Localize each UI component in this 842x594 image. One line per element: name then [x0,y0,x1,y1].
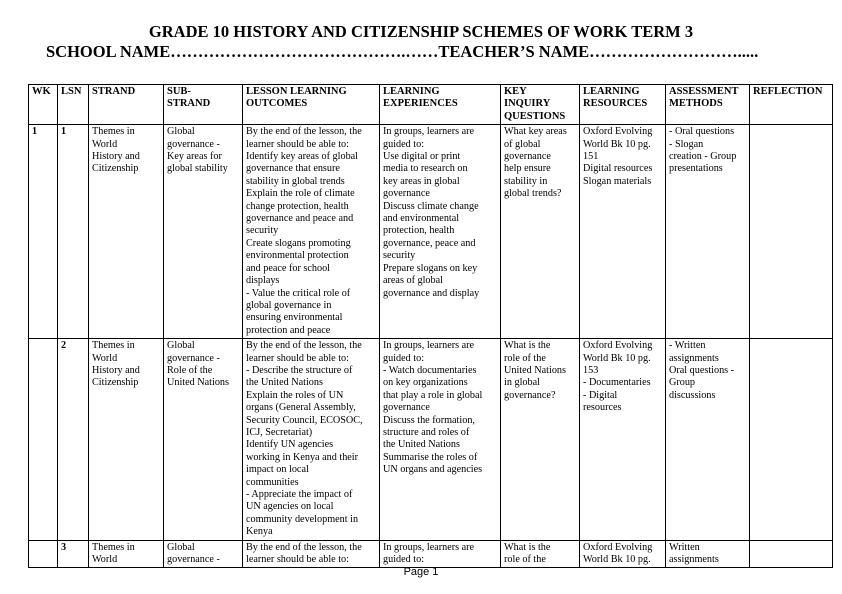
cell-text-line: By the end of the lesson, the [246,541,362,553]
resources-cell [580,125,666,339]
cell-text-line: What key areas [504,126,567,138]
cell-text-line: In groups, learners are [383,340,475,352]
header-outcomes [243,85,380,125]
cell-text-line: ensuring environmental [246,312,343,324]
cell-text-line: Prepare slogans on key [383,262,478,274]
week-cell [29,540,58,568]
cell-text-line: on key organizations [383,377,468,389]
school-name-label: SCHOOL NAME [46,42,171,61]
cell-text-line: World Bk 10 pg. [583,554,651,566]
cell-text-line: - Written [669,340,706,352]
cell-text-line: What is the [504,541,551,553]
cell-text-line: In groups, learners are [383,126,475,138]
assessment-cell [666,540,750,568]
reflection-cell [750,339,833,541]
cell-text-line: structure and roles of [383,426,470,438]
cell-text-line: community development in [246,513,359,525]
resources-cell [580,339,666,541]
cell-text-line: governance [504,151,551,163]
cell-text-line: displays [246,275,280,287]
cell-text-line: guided to: [383,554,425,566]
cell-text-line: guided to: [383,352,425,364]
cell-text-line: security [246,225,279,237]
cell-text-line: assignments [669,554,719,566]
cell-text-line: Oral questions - [669,364,735,376]
cell-text-line: governance and peace and [246,213,354,225]
cell-text-line: World [92,352,118,364]
header-experiences [380,85,501,125]
cell-text-line: United Nations [504,364,566,376]
outcomes-cell [243,540,380,568]
cell-text-line: and peace for school [246,262,331,274]
document-title: GRADE 10 HISTORY AND CITIZENSHIP SCHEMES OF WORK TERM 3 [148,22,694,41]
cell-text-line: media to research on [383,163,468,175]
cell-text-line: role of the [504,554,546,566]
teacher-name-label: TEACHER’S NAME [438,42,590,61]
header-resources [580,85,666,125]
cell-text-line: Key areas for [167,151,222,163]
cell-text-line: governance - [167,554,220,566]
cell-text-line: Oxford Evolving [583,340,653,352]
cell-text-line: governance - [167,352,220,364]
cell-text-line: help ensure [504,163,551,175]
table-row [29,339,833,541]
header-text: LEARNING [583,86,640,97]
week-cell: 1 [29,125,58,339]
cell-text-line: assignments [669,352,719,364]
header-text: REFLECTION [753,86,823,97]
cell-text-line: - Watch documentaries [383,364,477,376]
school-name-blank: …………………………………….…… [170,42,439,61]
teacher-name-blank: ………………………..... [589,42,759,61]
strand-cell [89,540,164,568]
cell-text-line: UN organs and agencies [383,464,483,476]
header-sub-strand [164,85,243,125]
cell-text-line: protection, health [383,225,455,237]
cell-text-line: Security Council, ECOSOC, [246,414,363,426]
cell-text-line: change protection, health [246,200,349,212]
header-text: INQUIRY [504,98,551,110]
cell-text-line: Summarise the roles of [383,451,478,463]
cell-text-line: ICJ, Secretariat) [246,426,313,438]
cell-text-line: governance? [504,389,556,401]
header-text: LSN [61,86,82,97]
cell-text-line: United Nations [167,377,229,389]
cell-text-line: World [92,554,118,566]
strand-cell [89,125,164,339]
cell-text-line: presentations [669,163,723,175]
cell-text-line: Written [669,541,700,553]
cell-text-line: governance, peace and [383,237,476,249]
sub-strand-cell [164,125,243,339]
week-cell [29,339,58,541]
header-text: KEY [504,86,527,97]
page-number: Page 1 [403,566,439,578]
cell-text-line: - Describe the structure of [246,364,353,376]
cell-text-line: UN agencies on local [246,501,334,513]
cell-text-line: - Value the critical role of [246,287,351,299]
cell-text-line: in global [504,377,540,389]
cell-text-line: areas of global [383,275,443,287]
header-text: EXPERIENCES [383,98,458,110]
cell-text-line: - Slogan [669,138,704,150]
lesson-cell: 3 [58,540,89,568]
cell-text-line: learner should be able to: [246,554,349,566]
cell-text-line: stability in [504,175,548,187]
header-text: OUTCOMES [246,98,308,110]
cell-text-line: and environmental [383,213,460,225]
cell-text-line: stability in global trends [246,175,345,187]
header-text: SUB- [167,86,191,97]
header-wk [29,85,58,125]
cell-text-line: Role of the [167,364,213,376]
cell-text-line: History and [92,364,140,376]
cell-text-line: Explain the role of climate [246,188,355,200]
cell-text-line: World Bk 10 pg. [583,352,651,364]
cell-text-line: Discuss the formation, [383,414,475,426]
header-text: RESOURCES [583,98,648,110]
cell-text-line: - Oral questions [669,126,735,138]
reflection-cell [750,125,833,339]
header-text: WK [32,86,51,97]
cell-text-line: Group [669,377,696,389]
cell-text-line: governance [383,402,430,414]
cell-text-line: protection and peace [246,324,331,336]
cell-text-line: organs (General Assembly, [246,402,356,414]
cell-text-line: Discuss climate change [383,200,479,212]
lesson-cell: 1 [58,125,89,339]
strand-cell [89,339,164,541]
header-text: LEARNING [383,86,440,97]
assessment-cell [666,339,750,541]
cell-text-line: - Digital [583,389,618,401]
cell-text-line: impact on local [246,464,309,476]
experiences-cell [380,339,501,541]
cell-text-line: creation - Group [669,151,737,163]
cell-text-line: What is the [504,340,551,352]
inquiry-questions-cell [501,125,580,339]
cell-text-line: guided to: [383,138,425,150]
header-text: LESSON LEARNING [246,86,347,97]
outcomes-cell [243,339,380,541]
cell-text-line: of global [504,138,541,150]
resources-cell [580,540,666,568]
cell-text-line: Use digital or print [383,151,461,163]
cell-text-line: Slogan materials [583,175,652,187]
cell-text-line: Themes in [92,126,135,138]
header-text: ASSESSMENT [669,86,739,97]
header-strand [89,85,164,125]
cell-text-line: Create slogans promoting [246,237,351,249]
cell-text-line: Global [167,541,195,553]
cell-text-line: By the end of the lesson, the [246,340,362,352]
inquiry-questions-cell [501,540,580,568]
cell-text-line: By the end of the lesson, the [246,126,362,138]
cell-text-line: role of the [504,352,546,364]
experiences-cell [380,540,501,568]
cell-text-line: Citizenship [92,163,139,175]
cell-text-line: History and [92,151,140,163]
inquiry-questions-cell [501,339,580,541]
header-reflection [750,85,833,125]
header-lsn [58,85,89,125]
cell-text-line: Global [167,126,195,138]
cell-text-line: Themes in [92,340,135,352]
school-teacher-line [46,42,758,62]
lesson-cell: 2 [58,339,89,541]
cell-text-line: environmental protection [246,250,349,262]
cell-text-line: the United Nations [246,377,323,389]
header-text: STRAND [92,86,136,97]
sub-strand-cell [164,339,243,541]
cell-text-line: global trends? [504,188,562,200]
cell-text-line: Oxford Evolving [583,541,653,553]
cell-text-line: global governance in [246,299,332,311]
cell-text-line: Explain the roles of UN [246,389,344,401]
cell-text-line: learner should be able to: [246,352,349,364]
cell-text-line: In groups, learners are [383,541,475,553]
table-row [29,125,833,339]
experiences-cell [380,125,501,339]
assessment-cell [666,125,750,339]
header-text: QUESTIONS [504,110,566,122]
cell-text-line: governance [383,188,430,200]
cell-text-line: Identify UN agencies [246,439,334,451]
scheme-of-work-table [28,84,833,568]
cell-text-line: the United Nations [383,439,460,451]
cell-text-line: - Documentaries [583,377,651,389]
reflection-cell [750,540,833,568]
header-text: METHODS [669,98,723,110]
cell-text-line: global stability [167,163,228,175]
cell-text-line: World [92,138,118,150]
cell-text-line: Digital resources [583,163,653,175]
cell-text-line: Global [167,340,195,352]
cell-text-line: discussions [669,389,716,401]
cell-text-line: key areas in global [383,175,460,187]
header-assessment [666,85,750,125]
cell-text-line: governance and display [383,287,480,299]
cell-text-line: 151 [583,151,599,163]
cell-text-line: governance that ensure [246,163,340,175]
cell-text-line: governance - [167,138,220,150]
outcomes-cell [243,125,380,339]
table-row [29,540,833,568]
header-text: STRAND [167,98,211,110]
cell-text-line: Kenya [246,526,273,538]
cell-text-line: that play a role in global [383,389,483,401]
cell-text-line: communities [246,476,299,488]
cell-text-line: - Appreciate the impact of [246,489,353,500]
cell-text-line: Themes in [92,541,135,553]
table-body [29,125,833,568]
cell-text-line: learner should be able to: [246,138,349,150]
table-header-row [29,85,833,125]
cell-text-line: working in Kenya and their [246,451,359,463]
cell-text-line: 153 [583,364,599,376]
cell-text-line: World Bk 10 pg. [583,138,651,150]
cell-text-line: Oxford Evolving [583,126,653,138]
header-questions [501,85,580,125]
cell-text-line: Citizenship [92,377,139,389]
cell-text-line: Identify key areas of global [246,151,359,163]
cell-text-line: resources [583,402,622,414]
cell-text-line: security [383,250,416,262]
sub-strand-cell [164,540,243,568]
